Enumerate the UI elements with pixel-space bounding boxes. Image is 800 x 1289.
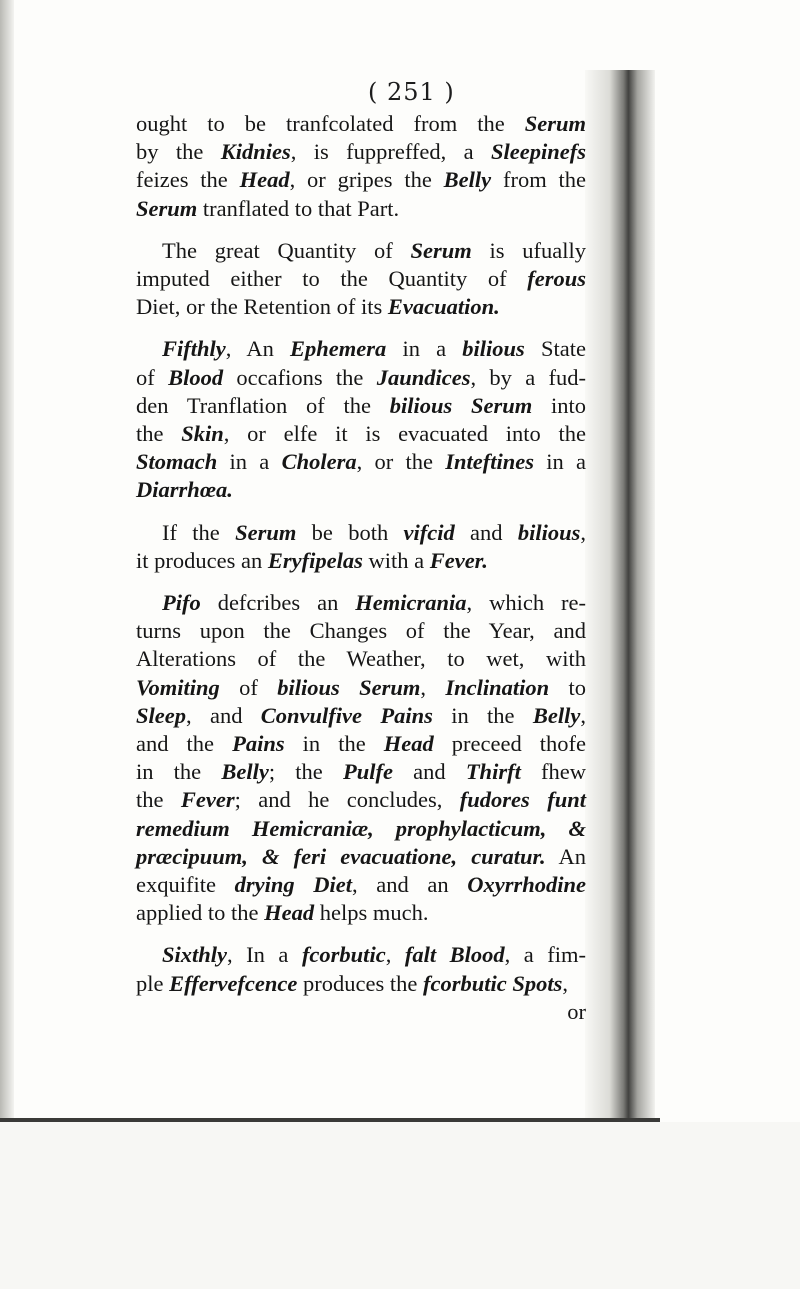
paragraph-gap bbox=[136, 927, 586, 941]
italic-run: Serum bbox=[136, 195, 198, 221]
text-run: , bbox=[580, 519, 586, 545]
text-run: , which re- bbox=[466, 590, 586, 616]
text-run: of bbox=[219, 674, 278, 700]
text-run: applied to the bbox=[136, 900, 265, 926]
catchword: or bbox=[567, 998, 586, 1024]
text-line bbox=[136, 476, 586, 504]
text-run: in the bbox=[284, 731, 384, 757]
text-run: ple bbox=[136, 970, 170, 996]
text-run: , bbox=[420, 674, 446, 700]
text-line bbox=[136, 674, 586, 702]
page-edge-shadow bbox=[0, 0, 14, 1289]
text-run: turns upon the Changes of the Year, and bbox=[136, 618, 586, 644]
text-line bbox=[136, 547, 586, 575]
text-run: and bbox=[392, 759, 466, 785]
text-line bbox=[136, 110, 586, 138]
italic-run: bilious bbox=[462, 336, 525, 362]
text-run: the bbox=[136, 787, 181, 813]
text-run: , by a fud- bbox=[470, 364, 586, 390]
text-run: from the bbox=[491, 167, 587, 193]
text-line bbox=[136, 970, 586, 998]
text-line bbox=[136, 843, 586, 871]
italic-run: Pulfe bbox=[342, 759, 393, 785]
italic-run: Pains bbox=[232, 731, 285, 757]
text-run: in a bbox=[217, 449, 282, 475]
text-run: fhew bbox=[520, 759, 586, 785]
body-text bbox=[136, 110, 586, 1026]
text-run: imputed either to the Quantity of bbox=[136, 266, 528, 292]
text-run: State bbox=[524, 336, 586, 362]
text-run: produces the bbox=[297, 970, 423, 996]
text-run: exquifite bbox=[136, 872, 235, 898]
italic-run: Head bbox=[383, 731, 434, 757]
text-run: , or the bbox=[356, 449, 446, 475]
text-run: , bbox=[385, 942, 405, 968]
text-run: tranflated to that Part. bbox=[197, 195, 400, 221]
text-run: , or elfe it is evacuated into the bbox=[223, 421, 586, 447]
text-run: to bbox=[549, 674, 586, 700]
italic-run: Serum bbox=[410, 237, 472, 263]
text-line bbox=[136, 589, 586, 617]
italic-run: drying Diet bbox=[234, 872, 352, 898]
italic-run: Sixthly bbox=[162, 942, 228, 968]
italic-run: Pifo bbox=[162, 590, 201, 616]
italic-run: Diarrhœa. bbox=[136, 477, 233, 503]
italic-run: Skin bbox=[181, 421, 224, 447]
text-run: in a bbox=[386, 336, 463, 362]
text-line bbox=[136, 815, 586, 843]
italic-run: Evacuation. bbox=[387, 294, 500, 320]
paragraph-gap bbox=[136, 321, 586, 335]
text-run: be both bbox=[296, 519, 404, 545]
italic-run: Head bbox=[239, 167, 290, 193]
text-line bbox=[136, 166, 586, 194]
text-run: of bbox=[136, 364, 169, 390]
text-run: occafions the bbox=[223, 364, 377, 390]
italic-run: remedium Hemicraniæ, prophylacticum, & bbox=[136, 815, 586, 841]
page-number: ( 251 ) bbox=[368, 78, 455, 106]
text-line bbox=[136, 335, 586, 363]
text-run: , An bbox=[225, 336, 290, 362]
italic-run: Serum bbox=[235, 519, 297, 545]
italic-run: bilious bbox=[517, 519, 581, 545]
text-run: and the bbox=[136, 731, 233, 757]
italic-run: bilious Serum bbox=[389, 392, 533, 418]
italic-run: Sleepinefs bbox=[491, 139, 586, 165]
text-run: , and an bbox=[351, 872, 468, 898]
text-run: An bbox=[545, 843, 586, 869]
text-run: If the bbox=[162, 519, 236, 545]
italic-run: Belly bbox=[443, 167, 492, 193]
text-line bbox=[136, 392, 586, 420]
text-line bbox=[136, 730, 586, 758]
text-line bbox=[136, 617, 586, 645]
text-line bbox=[136, 293, 586, 321]
text-run: Diet, or the Retention of its bbox=[136, 294, 388, 320]
text-run: den Tranflation of the bbox=[136, 392, 390, 418]
italic-run: Convulfive Pains bbox=[260, 702, 433, 728]
text-run: The great Quantity of bbox=[162, 237, 411, 263]
italic-run: Sleep bbox=[136, 702, 186, 728]
text-line bbox=[136, 138, 586, 166]
italic-run: Kidnies bbox=[220, 139, 291, 165]
paragraph-gap bbox=[136, 223, 586, 237]
text-run: in a bbox=[533, 449, 586, 475]
text-line bbox=[136, 448, 586, 476]
italic-run: Jaundices bbox=[376, 364, 471, 390]
book-gutter bbox=[585, 70, 655, 1120]
italic-run: vifcid bbox=[403, 519, 455, 545]
text-run: ; and he concludes, bbox=[234, 787, 460, 813]
text-run: by the bbox=[136, 139, 221, 165]
italic-run: fcorbutic Spots bbox=[422, 970, 563, 996]
italic-run: ferous bbox=[527, 266, 586, 292]
text-run: preceed thofe bbox=[433, 731, 586, 757]
text-run: in the bbox=[136, 759, 222, 785]
text-run: , a fim- bbox=[504, 942, 586, 968]
text-run: defcribes an bbox=[200, 590, 356, 616]
italic-run: Hemicrania bbox=[355, 590, 467, 616]
text-run: , and bbox=[186, 702, 261, 728]
italic-run: Belly bbox=[221, 759, 269, 785]
paragraph-gap bbox=[136, 575, 586, 589]
italic-run: Belly bbox=[532, 702, 581, 728]
text-run: , is fuppreffed, a bbox=[290, 139, 491, 165]
italic-run: Ephemera bbox=[290, 336, 387, 362]
italic-run: Head bbox=[264, 900, 315, 926]
italic-run: Fever bbox=[180, 787, 235, 813]
text-run: the bbox=[136, 421, 182, 447]
italic-run: falt Blood bbox=[404, 942, 505, 968]
italic-run: Fifthly bbox=[162, 336, 226, 362]
text-run: is ufually bbox=[471, 237, 586, 263]
text-line bbox=[136, 519, 586, 547]
text-run: helps much. bbox=[314, 900, 429, 926]
text-line bbox=[136, 237, 586, 265]
italic-run: Fever. bbox=[429, 547, 488, 573]
italic-run: fudores funt bbox=[459, 787, 586, 813]
text-line bbox=[136, 871, 586, 899]
text-line bbox=[136, 195, 586, 223]
text-run: , or gripes the bbox=[289, 167, 444, 193]
italic-run: Oxyrrhodine bbox=[467, 872, 586, 898]
text-run: and bbox=[454, 519, 518, 545]
book-underlayer bbox=[0, 1122, 800, 1289]
text-run: feizes the bbox=[136, 167, 240, 193]
text-line bbox=[136, 645, 586, 673]
italic-run: Stomach bbox=[136, 449, 218, 475]
text-line bbox=[136, 420, 586, 448]
italic-run: bilious Serum bbox=[277, 674, 421, 700]
text-run: it produces an bbox=[136, 547, 268, 573]
italic-run: fcorbutic bbox=[301, 942, 386, 968]
text-line bbox=[136, 364, 586, 392]
text-line bbox=[136, 702, 586, 730]
italic-run: Serum bbox=[524, 111, 586, 136]
text-line bbox=[136, 941, 586, 969]
text-run: ; the bbox=[268, 759, 343, 785]
italic-run: Blood bbox=[168, 364, 224, 390]
italic-run: Inteftines bbox=[445, 449, 534, 475]
text-run: into bbox=[532, 392, 586, 418]
text-run: ought to be tranfcolated from the bbox=[136, 111, 525, 136]
italic-run: Cholera bbox=[281, 449, 357, 475]
text-line bbox=[136, 265, 586, 293]
text-run: with a bbox=[362, 547, 430, 573]
italic-run: præcipuum, & feri evacuatione, curatur. bbox=[136, 843, 546, 869]
italic-run: Vomiting bbox=[136, 674, 220, 700]
italic-run: Inclination bbox=[445, 674, 550, 700]
text-line bbox=[136, 758, 586, 786]
text-line bbox=[136, 899, 586, 927]
italic-run: Effervefcence bbox=[169, 970, 298, 996]
paragraph-gap bbox=[136, 505, 586, 519]
text-run: , In a bbox=[227, 942, 302, 968]
italic-run: Eryfipelas bbox=[267, 547, 363, 573]
italic-run: Thirft bbox=[465, 759, 521, 785]
text-run: , bbox=[562, 970, 568, 996]
text-run: , bbox=[580, 702, 586, 728]
text-run: Alterations of the Weather, to wet, with bbox=[136, 646, 586, 672]
text-run: in the bbox=[432, 702, 533, 728]
text-line bbox=[136, 786, 586, 814]
